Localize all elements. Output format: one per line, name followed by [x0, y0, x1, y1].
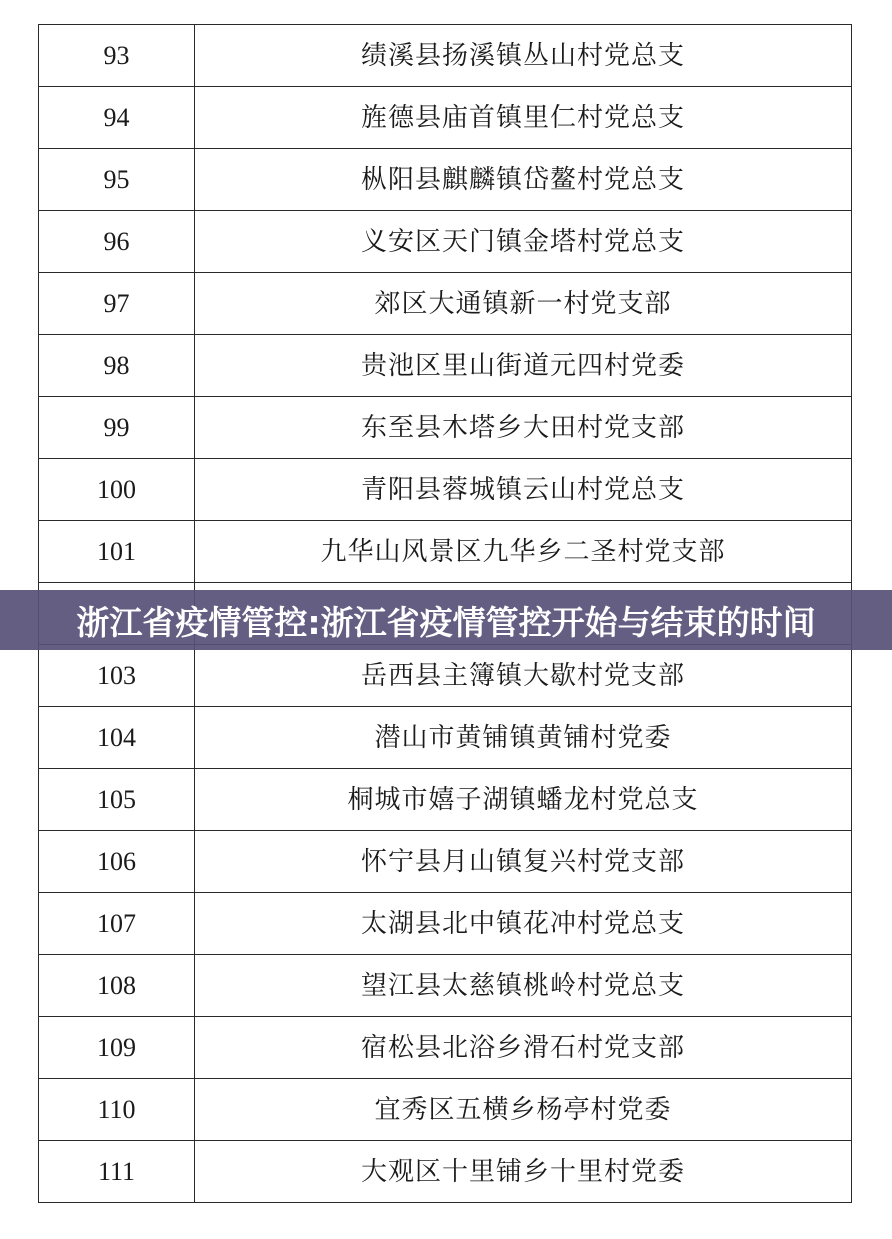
row-number: 105 [39, 769, 195, 831]
table-row [39, 211, 852, 273]
banner-title: 浙江省疫情管控:浙江省疫情管控开始与结束的时间 [76, 602, 816, 642]
organization-name: 郊区大通镇新一村党支部 [195, 273, 852, 335]
table-row [39, 397, 852, 459]
table-row [39, 1079, 852, 1141]
row-number: 104 [39, 707, 195, 769]
table-row [39, 149, 852, 211]
row-number: 93 [39, 25, 195, 87]
organization-name: 青阳县蓉城镇云山村党总支 [195, 459, 852, 521]
organization-name: 宿松县北浴乡滑石村党支部 [195, 1017, 852, 1079]
row-number: 108 [39, 955, 195, 1017]
table-row [39, 25, 852, 87]
table-row [39, 831, 852, 893]
row-number: 101 [39, 521, 195, 583]
row-number: 97 [39, 273, 195, 335]
row-number: 94 [39, 87, 195, 149]
row-number: 103 [39, 645, 195, 707]
table-row [39, 459, 852, 521]
table-row [39, 1017, 852, 1079]
row-number: 109 [39, 1017, 195, 1079]
organization-name: 潜山市黄铺镇黄铺村党委 [195, 707, 852, 769]
table-row [39, 769, 852, 831]
organization-name: 桐城市嬉子湖镇蟠龙村党总支 [195, 769, 852, 831]
organization-name: 大观区十里铺乡十里村党委 [195, 1141, 852, 1203]
row-number: 100 [39, 459, 195, 521]
table-row [39, 893, 852, 955]
row-number: 99 [39, 397, 195, 459]
table-row [39, 521, 852, 583]
table-row [39, 645, 852, 707]
table-row [39, 335, 852, 397]
organization-name: 九华山风景区九华乡二圣村党支部 [195, 521, 852, 583]
organization-name: 东至县木塔乡大田村党支部 [195, 397, 852, 459]
organization-name: 旌德县庙首镇里仁村党总支 [195, 87, 852, 149]
title-banner [0, 590, 892, 650]
row-number: 95 [39, 149, 195, 211]
row-number: 98 [39, 335, 195, 397]
table-row [39, 87, 852, 149]
organization-name: 贵池区里山街道元四村党委 [195, 335, 852, 397]
organization-name: 宜秀区五横乡杨亭村党委 [195, 1079, 852, 1141]
row-number: 96 [39, 211, 195, 273]
row-number: 111 [39, 1141, 195, 1203]
organization-name: 怀宁县月山镇复兴村党支部 [195, 831, 852, 893]
organization-name: 岳西县主簿镇大歇村党支部 [195, 645, 852, 707]
row-number: 106 [39, 831, 195, 893]
table-row [39, 955, 852, 1017]
organization-name: 枞阳县麒麟镇岱鳌村党总支 [195, 149, 852, 211]
row-number: 107 [39, 893, 195, 955]
table-row [39, 707, 852, 769]
organization-name: 太湖县北中镇花冲村党总支 [195, 893, 852, 955]
table-row [39, 273, 852, 335]
organization-name: 望江县太慈镇桃岭村党总支 [195, 955, 852, 1017]
row-number: 110 [39, 1079, 195, 1141]
organization-name: 义安区天门镇金塔村党总支 [195, 211, 852, 273]
table-row [39, 1141, 852, 1203]
organization-name: 绩溪县扬溪镇丛山村党总支 [195, 25, 852, 87]
